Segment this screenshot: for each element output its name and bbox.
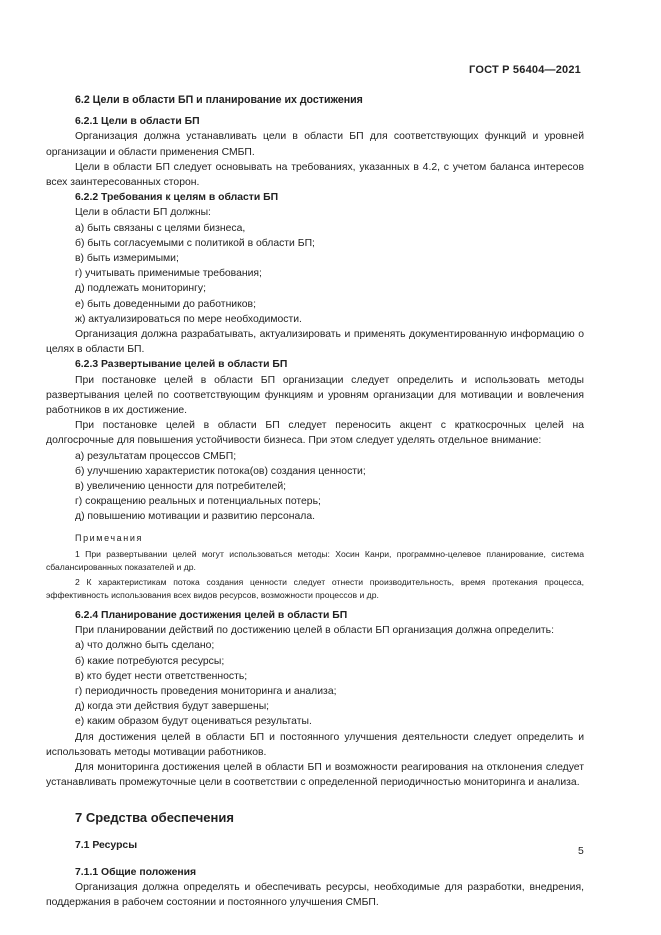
page-number: 5 — [578, 846, 584, 857]
section-6-2-2-heading: 6.2.2 Требования к целям в области БП — [75, 192, 279, 204]
section-7-heading: 7 Средства обеспечения — [75, 810, 234, 826]
section-7-1-1-heading: 7.1.1 Общие положения — [75, 866, 197, 878]
list-item: а) что должно быть сделано; — [75, 640, 215, 652]
list-item: а) результатам процессов СМБП; — [75, 450, 237, 462]
section-6-2-heading: 6.2 Цели в области БП и планирование их достижения — [75, 94, 363, 106]
section-7-1-heading: 7.1 Ресурсы — [75, 839, 138, 851]
note: 2 К характеристикам потока создания ценности следует отнести производительность, время протекания процесса, эффективность использования всех видов ресурсов, возможности процессов и др. — [46, 576, 584, 600]
document-number-header: ГОСТ Р 56404—2021 — [469, 64, 581, 76]
list-item: в) кто будет нести ответственность; — [75, 670, 248, 682]
list-item: г) учитывать применимые требования; — [75, 268, 262, 280]
list-item: в) быть измеримыми; — [75, 253, 179, 265]
paragraph: Для мониторинга достижения целей в области БП и возможности реагирования на отклонения следует устанавливать промежуточные цели в соответствии с определенной периодичностью мониторинга и анализа. — [46, 761, 584, 789]
paragraph: Для достижения целей в области БП и постоянного улучшения деятельности следует определить и использовать методы мотивации работников. — [46, 731, 584, 758]
paragraph: При постановке целей в области БП следует переносить акцент с краткосрочных целей на долгосрочные для повышения устойчивости бизнеса. При этом следует уделять отдельное внимание: — [46, 420, 584, 447]
list-item: а) быть связаны с целями бизнеса, — [75, 222, 246, 234]
page-content — [46, 93, 584, 910]
section-6-2-4-heading: 6.2.4 Планирование достижения целей в области БП — [75, 609, 348, 621]
list-item: в) увеличению ценности для потребителей; — [75, 481, 287, 493]
paragraph: При постановке целей в области БП организации следует определить и использовать методы развертывания целей по соответствующим функциям и уровням организации для мотивации и вовлечения работников в их достижение. — [46, 374, 584, 417]
notes-heading: Примечания — [75, 532, 143, 543]
paragraph: Организация должна разрабатывать, актуализировать и применять документированную информацию о целях в области БП. — [46, 329, 584, 356]
list-item: б) быть согласуемыми с политикой в области БП; — [75, 237, 315, 249]
list-item: г) периодичность проведения мониторинга и анализа; — [75, 685, 337, 697]
list-item: е) каким образом будут оцениваться результаты. — [75, 716, 312, 728]
list-item: д) повышению мотивации и развитию персонала. — [75, 511, 316, 523]
list-item: б) какие потребуются ресурсы; — [75, 655, 225, 667]
list-item: ж) актуализироваться по мере необходимости. — [75, 313, 302, 325]
paragraph: Цели в области БП следует основывать на требованиях, указанных в 4.2, с учетом баланса интересов всех заинтересованных сторон. — [46, 161, 584, 189]
section-6-2-1-heading: 6.2.1 Цели в области БП — [75, 116, 200, 128]
list-item: б) улучшению характеристик потока(ов) создания ценности; — [75, 465, 366, 477]
list-item: д) когда эти действия будут завершены; — [75, 701, 270, 713]
section-6-2-3-heading: 6.2.3 Развертывание целей в области БП — [75, 359, 288, 371]
paragraph: Организация должна определять и обеспечивать ресурсы, необходимые для разработки, внедрения, поддержания в рабочем состоянии и постоянного улучшения СМБП. — [46, 881, 584, 909]
list-item: д) подлежать мониторингу; — [75, 283, 207, 295]
paragraph: При планировании действий по достижению целей в области БП организация должна определить: — [75, 625, 554, 637]
list-item: г) сокращению реальных и потенциальных потерь; — [75, 496, 321, 508]
paragraph: Цели в области БП должны: — [75, 207, 211, 219]
list-item: е) быть доведенными до работников; — [75, 298, 256, 310]
note: 1 При развертывании целей могут использоваться методы: Хосин Канри, программно-целевое планирование, система сбалансированных показателей и др. — [46, 548, 584, 572]
paragraph: Организация должна устанавливать цели в области БП для соответствующих функций и уровней организации и области применения СМБП. — [46, 131, 584, 158]
